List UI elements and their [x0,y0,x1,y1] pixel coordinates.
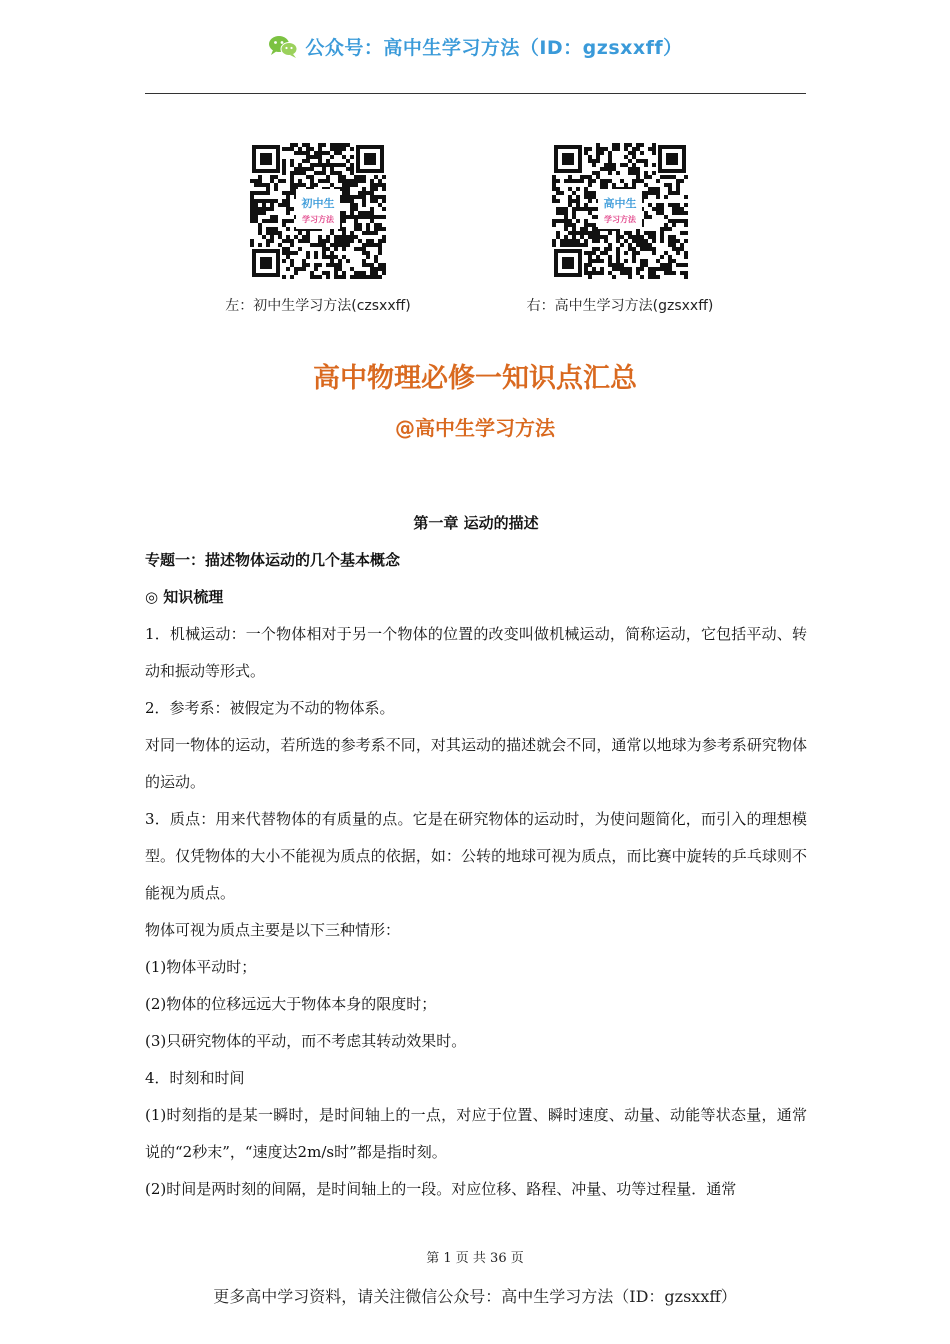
qr-caption-left: 左：初中生学习方法(czsxxff) [225,298,411,314]
header-divider [145,93,806,94]
qr-right-center-line2: 学习方法 [604,215,636,224]
paragraph: (2)时间是两时刻的间隔，是时间轴上的一段。对应位移、路程、冲量、功等过程量．通常 [145,1180,737,1198]
section-heading: ◎ 知识梳理 [145,588,224,606]
qr-right-center-line1: 高中生 [603,197,637,210]
qr-block-right [470,143,770,315]
document-body [145,505,807,1208]
paragraph: (2)物体的位移远远大于物体本身的限度时； [145,995,437,1013]
paragraph: 物体可视为质点主要是以下三种情形： [145,921,401,939]
document-title: 高中物理必修一知识点汇总 [313,363,637,394]
paragraph: (1)物体平动时； [145,958,257,976]
paragraph: 对同一物体的运动，若所选的参考系不同，对其运动的描述就会不同，通常以地球为参考系研究物体的运动。 [145,736,807,791]
qr-block-left [168,143,468,315]
qr-code-left [250,143,386,279]
paragraph: 2．参考系：被假定为不动的物体系。 [145,699,395,717]
qr-code-right [552,143,688,279]
page-footer: 更多高中学习资料，请关注微信公众号：高中生学习方法（ID：gzsxxff） [213,1287,737,1306]
chapter-heading: 第一章 运动的描述 [413,514,539,532]
header-text: 公众号：高中生学习方法（ID：gzsxxff） [305,36,683,59]
qr-caption-right: 右：高中生学习方法(gzsxxff) [526,298,714,314]
paragraph: (1)时刻指的是某一瞬时，是时间轴上的一点，对应于位置、瞬时速度、动量、动能等状态量，通常说的“2秒末”，“速度达2m/s时”都是指时刻。 [145,1106,807,1161]
page-header [0,28,950,64]
page-number: 第 1 页 共 36 页 [426,1251,524,1266]
qr-left-center-line2: 学习方法 [302,215,334,224]
paragraph: (3)只研究物体的平动，而不考虑其转动效果时。 [145,1032,467,1050]
paragraph: 3．质点：用来代替物体的有质量的点。它是在研究物体的运动时，为使问题简化，而引入的理想模型。仅凭物体的大小不能视为质点的依据，如：公转的地球可视为质点，而比赛中旋转的乒乓球则不能视为质点。 [145,810,807,902]
document-subtitle: @高中生学习方法 [395,416,555,440]
topic-heading: 专题一：描述物体运动的几个基本概念 [145,551,401,569]
wechat-icon [267,33,301,59]
qr-left-center-line1: 初中生 [301,197,335,210]
paragraph: 1．机械运动：一个物体相对于另一个物体的位置的改变叫做机械运动，简称运动，它包括平动、转动和振动等形式。 [145,625,807,680]
paragraph: 4．时刻和时间 [145,1069,245,1087]
